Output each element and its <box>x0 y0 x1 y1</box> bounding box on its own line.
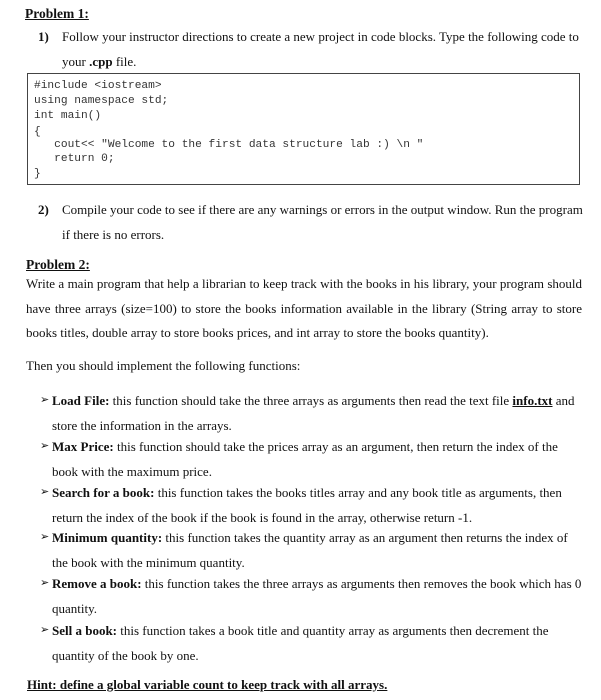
function-search-book: ➢ Search for a book: this function takes the books titles array and any book title as arguments, then return the index of the book if the book is found in the array, otherwise return -1. <box>52 480 582 530</box>
problem2-title: Problem 2: <box>26 257 90 272</box>
problem2-intro: Write a main program that help a librarian to keep track with the books in his library, your program should have three arrays (size=100) to store the books information available in the library (String array to store books titles, double array to store books prices, and int array to store the books quantity). <box>26 276 582 340</box>
function-load-file: ➢ Load File: this function should take the three arrays as arguments then read the text file info.txt and store the information in the arrays. <box>52 388 582 438</box>
function-sell-book: ➢ Sell a book: this function takes a book title and quantity array as arguments then decrement the quantity of the book by one. <box>52 618 582 668</box>
arrow-bullet-icon: ➢ <box>40 394 50 406</box>
problem1-step2 <box>38 197 583 247</box>
functions-intro: Then you should implement the following functions: <box>26 358 301 373</box>
arrow-bullet-icon: ➢ <box>40 440 50 452</box>
step1-text: Follow your instructor directions to create a new project in code blocks. Type the following code to your .cpp file. <box>62 29 579 69</box>
arrow-bullet-icon: ➢ <box>40 624 50 636</box>
function-remove-book: ➢ Remove a book: this function takes the three arrays as arguments then removes the book which has 0 quantity. <box>52 571 582 621</box>
code-line: #include <iostream> <box>34 80 162 92</box>
code-line: { <box>34 126 41 138</box>
problem1-title: Problem 1: <box>25 6 89 21</box>
code-line: return 0; <box>34 153 115 165</box>
function-minimum-quantity: ➢ Minimum quantity: this function takes the quantity array as an argument then returns the index of the book with the minimum quantity. <box>52 525 582 575</box>
step2-text: Compile your code to see if there are any warnings or errors in the output window. Run the program if there is no errors. <box>62 202 583 242</box>
arrow-bullet-icon: ➢ <box>40 577 50 589</box>
code-line: cout<< "Welcome to the first data structure lab :) \n " <box>34 139 424 151</box>
code-line: } <box>34 168 41 180</box>
function-max-price: ➢ Max Price: this function should take the prices array as an argument, then return the index of the book with the maximum price. <box>52 434 582 484</box>
code-block <box>27 73 580 185</box>
code-line: using namespace std; <box>34 95 169 107</box>
arrow-bullet-icon: ➢ <box>40 486 50 498</box>
code-line: int main() <box>34 110 102 122</box>
info-txt-link: info.txt <box>512 393 553 408</box>
step2-number: 2) <box>38 202 49 217</box>
step1-number: 1) <box>38 29 49 44</box>
hint-text: Hint: define a global variable count to keep track with all arrays. <box>27 677 388 692</box>
problem1-step1 <box>38 24 583 74</box>
arrow-bullet-icon: ➢ <box>40 531 50 543</box>
